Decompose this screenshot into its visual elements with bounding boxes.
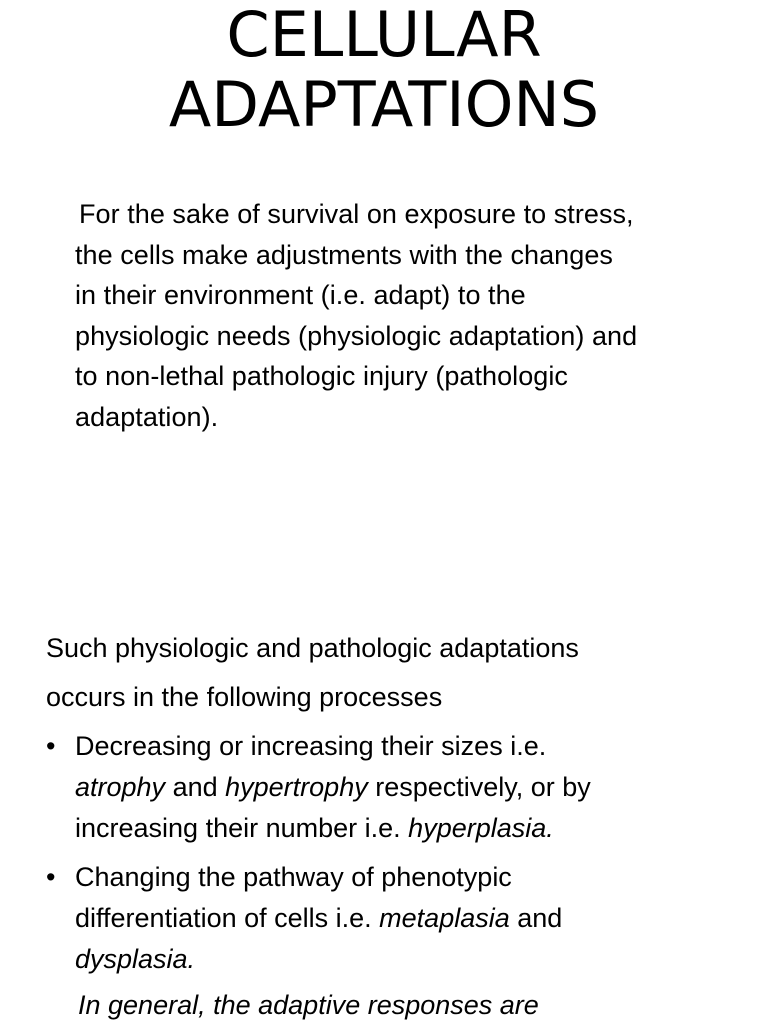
closing-statement: In general, the adaptive responses are bbox=[78, 990, 539, 1020]
slide-title bbox=[0, 0, 768, 140]
intro-line: adaptation). bbox=[75, 401, 219, 432]
term-hyperplasia: hyperplasia. bbox=[408, 813, 554, 843]
intro-paragraph bbox=[75, 194, 735, 438]
conjunction-text: and bbox=[165, 772, 226, 802]
intro-line: to non-lethal pathologic injury (pathologic bbox=[75, 361, 568, 392]
processes-lead-text bbox=[46, 624, 746, 722]
bullet-1-line-3-text: increasing their number i.e. bbox=[75, 813, 409, 843]
intro-line: For the sake of survival on exposure to stress, bbox=[79, 199, 634, 229]
term-hypertrophy: hypertrophy bbox=[225, 772, 368, 802]
bullet-1-line-1: Decreasing or increasing their sizes i.e. bbox=[75, 731, 547, 761]
lead-line-2: occurs in the following processes bbox=[46, 682, 443, 712]
term-metaplasia: metaplasia bbox=[379, 903, 510, 933]
bullet-1-line-2-rest: respectively, or by bbox=[367, 772, 591, 802]
processes-list bbox=[0, 726, 768, 988]
bullet-marker: • bbox=[46, 731, 56, 761]
title-line-2: ADAPTATIONS bbox=[168, 68, 600, 141]
term-dysplasia: dysplasia. bbox=[75, 944, 196, 974]
title-line-1: CELLULAR bbox=[226, 0, 542, 71]
list-item-size-changes bbox=[0, 726, 768, 849]
list-item-differentiation bbox=[0, 857, 768, 980]
bullet-2-line-1: Changing the pathway of phenotypic bbox=[75, 862, 512, 892]
bullet-2-line-3 bbox=[75, 939, 768, 980]
bullet-2-line-2-text: differentiation of cells i.e. bbox=[75, 903, 380, 933]
bullet-1-line-3 bbox=[75, 808, 768, 849]
bullet-1-line-2 bbox=[75, 767, 768, 808]
conjunction-text: and bbox=[509, 903, 563, 933]
intro-line: physiologic needs (physiologic adaptation) and bbox=[75, 320, 638, 351]
term-atrophy: atrophy bbox=[75, 772, 166, 802]
intro-line: in their environment (i.e. adapt) to the bbox=[75, 280, 526, 311]
bullet-2-line-2 bbox=[75, 898, 768, 939]
bullet-marker: • bbox=[46, 862, 56, 892]
lead-line-1: Such physiologic and pathologic adaptations bbox=[46, 633, 579, 663]
intro-line: the cells make adjustments with the changes bbox=[75, 239, 613, 270]
